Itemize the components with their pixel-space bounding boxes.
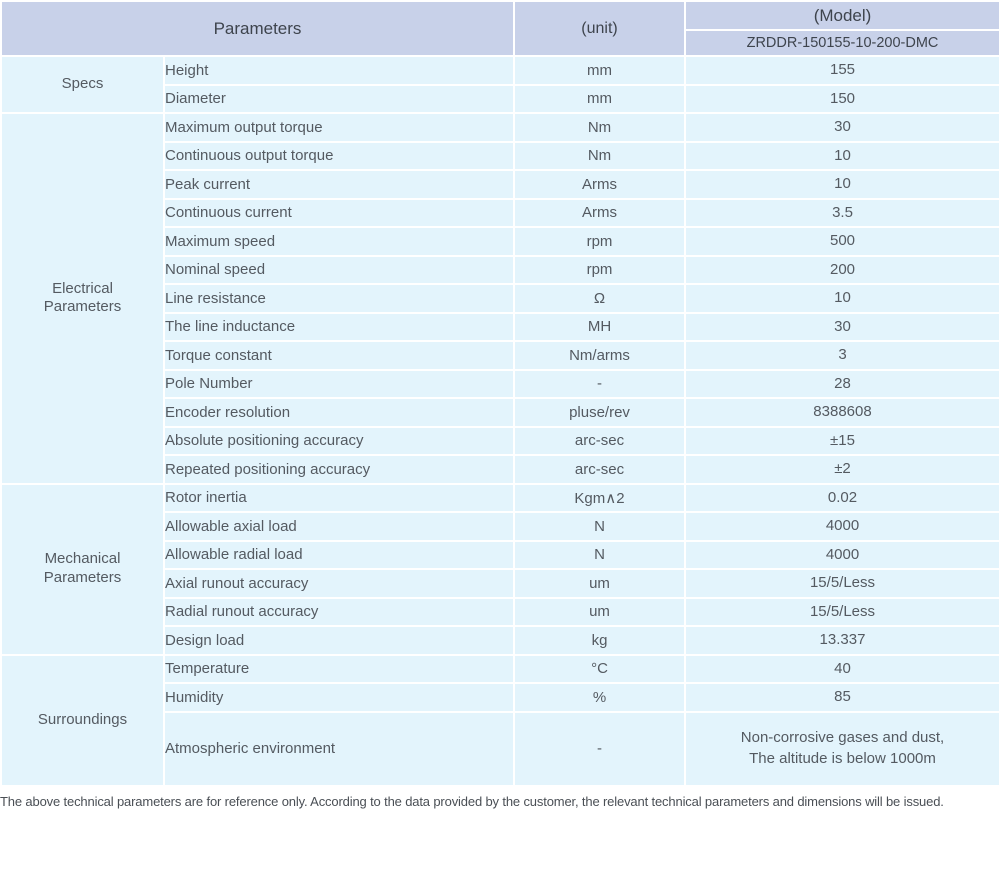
value-cell: 10 xyxy=(685,284,999,313)
param-cell: Temperature xyxy=(164,655,514,684)
param-cell: Diameter xyxy=(164,85,514,114)
param-cell: Repeated positioning accuracy xyxy=(164,455,514,484)
unit-cell: % xyxy=(514,683,685,712)
param-cell: Encoder resolution xyxy=(164,398,514,427)
unit-cell: Kgm∧2 xyxy=(514,484,685,513)
param-cell: Design load xyxy=(164,626,514,655)
param-cell: Maximum speed xyxy=(164,227,514,256)
model-number: ZRDDR-150155-10-200-DMC xyxy=(685,30,999,56)
param-cell: Allowable radial load xyxy=(164,541,514,570)
param-cell: Humidity xyxy=(164,683,514,712)
header-row-1 xyxy=(1,1,999,30)
model-header: (Model) xyxy=(685,1,999,30)
unit-cell: Arms xyxy=(514,170,685,199)
unit-cell: Nm/arms xyxy=(514,341,685,370)
value-cell: 28 xyxy=(685,370,999,399)
value-cell: ±15 xyxy=(685,427,999,456)
param-cell: Axial runout accuracy xyxy=(164,569,514,598)
param-cell: Rotor inertia xyxy=(164,484,514,513)
value-cell: 4000 xyxy=(685,541,999,570)
table-row xyxy=(1,484,999,513)
param-cell: The line inductance xyxy=(164,313,514,342)
table-row xyxy=(1,113,999,142)
value-cell: 30 xyxy=(685,113,999,142)
value-cell: 40 xyxy=(685,655,999,684)
value-cell: 4000 xyxy=(685,512,999,541)
unit-cell: um xyxy=(514,569,685,598)
param-cell: Maximum output torque xyxy=(164,113,514,142)
param-cell: Peak current xyxy=(164,170,514,199)
value-cell: 3.5 xyxy=(685,199,999,228)
unit-cell: Arms xyxy=(514,199,685,228)
unit-cell: - xyxy=(514,370,685,399)
group-label-specs: Specs xyxy=(1,56,164,113)
value-cell: 15/5/Less xyxy=(685,598,999,627)
value-cell: 15/5/Less xyxy=(685,569,999,598)
group-label-surroundings: Surroundings xyxy=(1,655,164,786)
unit-cell: Nm xyxy=(514,142,685,171)
unit-cell: rpm xyxy=(514,256,685,285)
value-cell: 155 xyxy=(685,56,999,85)
section-mechanical xyxy=(1,484,999,655)
value-cell: 500 xyxy=(685,227,999,256)
section-specs xyxy=(1,56,999,113)
unit-cell: N xyxy=(514,541,685,570)
unit-header: (unit) xyxy=(514,1,685,56)
value-cell: 30 xyxy=(685,313,999,342)
value-cell: 3 xyxy=(685,341,999,370)
param-cell: Nominal speed xyxy=(164,256,514,285)
param-cell: Line resistance xyxy=(164,284,514,313)
unit-cell: um xyxy=(514,598,685,627)
unit-cell: arc-sec xyxy=(514,427,685,456)
unit-cell: rpm xyxy=(514,227,685,256)
parameters-header: Parameters xyxy=(1,1,514,56)
value-cell: 0.02 xyxy=(685,484,999,513)
table-header xyxy=(1,1,999,56)
unit-cell: N xyxy=(514,512,685,541)
table-row xyxy=(1,655,999,684)
table-row xyxy=(1,56,999,85)
unit-cell: mm xyxy=(514,56,685,85)
param-cell: Torque constant xyxy=(164,341,514,370)
param-cell: Continuous current xyxy=(164,199,514,228)
unit-cell: kg xyxy=(514,626,685,655)
group-label-electrical: Electrical Parameters xyxy=(1,113,164,484)
value-cell: 200 xyxy=(685,256,999,285)
value-cell: 150 xyxy=(685,85,999,114)
unit-cell: °C xyxy=(514,655,685,684)
param-cell: Height xyxy=(164,56,514,85)
value-cell: ±2 xyxy=(685,455,999,484)
value-cell: Non-corrosive gases and dust, The altitude is below 1000m xyxy=(685,712,999,786)
unit-cell: - xyxy=(514,712,685,786)
param-cell: Continuous output torque xyxy=(164,142,514,171)
param-cell: Atmospheric environment xyxy=(164,712,514,786)
section-surroundings xyxy=(1,655,999,786)
param-cell: Allowable axial load xyxy=(164,512,514,541)
param-cell: Pole Number xyxy=(164,370,514,399)
unit-cell: pluse/rev xyxy=(514,398,685,427)
value-cell: 85 xyxy=(685,683,999,712)
group-label-mechanical: Mechanical Parameters xyxy=(1,484,164,655)
param-cell: Radial runout accuracy xyxy=(164,598,514,627)
value-cell: 10 xyxy=(685,170,999,199)
unit-cell: mm xyxy=(514,85,685,114)
unit-cell: Nm xyxy=(514,113,685,142)
value-cell: 13.337 xyxy=(685,626,999,655)
unit-cell: MH xyxy=(514,313,685,342)
unit-cell: arc-sec xyxy=(514,455,685,484)
section-electrical xyxy=(1,113,999,484)
value-cell: 10 xyxy=(685,142,999,171)
param-cell: Absolute positioning accuracy xyxy=(164,427,514,456)
value-cell: 8388608 xyxy=(685,398,999,427)
disclaimer-note: The above technical parameters are for reference only. According to the data provided by the customer, the relevant technical parameters and dimensions will be issued. xyxy=(0,793,944,809)
unit-cell: Ω xyxy=(514,284,685,313)
